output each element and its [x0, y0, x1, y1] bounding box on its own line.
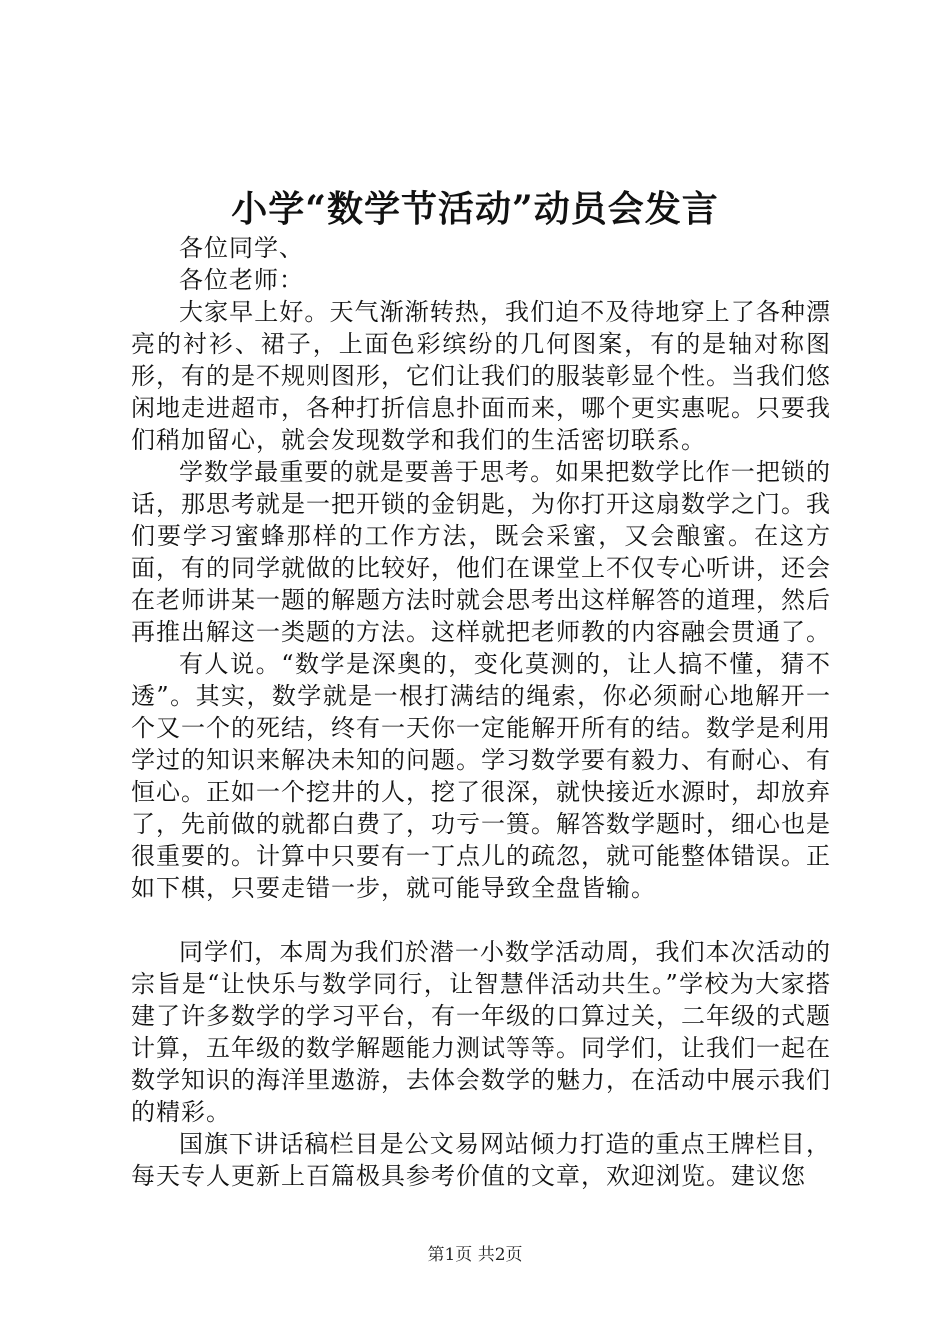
page-indicator: 第1页 共2页: [427, 1245, 523, 1265]
document-title: 小学“数学节活动”动员会发言: [231, 188, 719, 230]
paragraph-opening: 大家早上好。天气渐渐转热，我们迫不及待地穿上了各种漂亮的衬衫、裙子，上面色彩缤纷的几何图案，有的是轴对称图形，有的是不规则图形，它们让我们的服装彰显个性。当我们悠闲地走进超市，各种打折信息扑面而来，哪个更实惠呢。只要我们稍加留心，就会发现数学和我们的生活密切联系。: [131, 298, 831, 454]
greeting-students: 各位同学、: [179, 234, 304, 262]
greeting-teachers: 各位老师：: [179, 266, 304, 294]
document-body: [131, 232, 831, 1192]
paragraph-activity-week: 同学们，本周为我们於潜一小数学活动周，我们本次活动的宗旨是“让快乐与数学同行，让智慧伴活动共生。”学校为大家搭建了许多数学的学习平台，有一年级的口算过关，二年级的式题计算，五年级的数学解题能力测试等等。同学们，让我们一起在数学知识的海洋里遨游，去体会数学的魅力，在活动中展示我们的精彩。: [131, 938, 831, 1126]
paragraph-thinking: 学数学最重要的就是要善于思考。如果把数学比作一把锁的话，那思考就是一把开锁的金钥匙，为你打开这扇数学之门。我们要学习蜜蜂那样的工作方法，既会采蜜，又会酿蜜。在这方面，有的同学就做的比较好，他们在课堂上不仅专心听讲，还会在老师讲某一题的解题方法时就会思考出这样解答的道理，然后再推出解这一类题的方法。这样就把老师教的内容融会贯通了。: [131, 458, 831, 646]
paragraph-perseverance: 有人说。“数学是深奥的，变化莫测的，让人搞不懂，猜不透”。其实，数学就是一根打满结的绳索，你必须耐心地解开一个又一个的死结，终有一天你一定能解开所有的结。数学是利用学过的知识来解决未知的问题。学习数学要有毅力、有耐心、有恒心。正如一个挖井的人，挖了很深，就快接近水源时，却放弃了，先前做的就都白费了，功亏一篑。解答数学题时，细心也是很重要的。计算中只要有一丁点儿的疏忽，就可能整体错误。正如下棋，只要走错一步，就可能导致全盘皆输。: [131, 650, 831, 902]
paragraph-site-note: 国旗下讲话稿栏目是公文易网站倾力打造的重点王牌栏目，每天专人更新上百篇极具参考价值的文章，欢迎浏览。建议您: [131, 1130, 831, 1190]
